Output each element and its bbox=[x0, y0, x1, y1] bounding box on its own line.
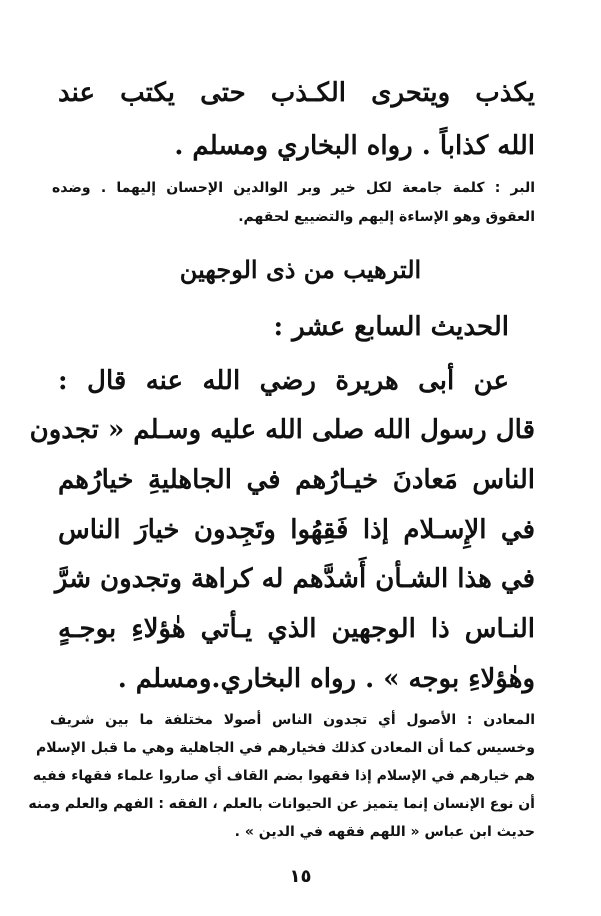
opening-line-1: يكذب ويتحرى الكـذب حتى يكتب عند bbox=[58, 78, 535, 108]
hadith-line-2: قال رسول الله صلى الله عليه وسـلم « تجدون bbox=[29, 415, 535, 445]
footnote-2-line-1: المعادن : الأصول أي تجدون الناس أصولا مختلفة ما بين شريف bbox=[50, 712, 535, 728]
footnote-2-line-3: هم خيارهم في الإسلام إذا فقهوا بضم القاف أي صاروا علماء فقهاء ففيه bbox=[32, 768, 535, 784]
page-number: ١٥ bbox=[289, 866, 312, 887]
hadith-line-1: عن أبى هريرة رضي الله عنه قال : bbox=[58, 366, 509, 396]
footnote-2-line-4: أن نوع الإنسان إنما يتميز عن الحيوانات بالعلم ، الفقه : الفهم والعلم ومنه bbox=[28, 796, 535, 812]
footnote-2-line-5: حديث ابن عباس « اللهم فقهه في الدين » . bbox=[234, 824, 535, 840]
footnote-1-line-2: العقوق وهو الإساءة إليهم والتضييع لحقهم. bbox=[238, 209, 535, 225]
hadith-heading: الحديث السابع عشر : bbox=[273, 312, 509, 342]
hadith-line-4: في الإِسـلام إذا فَقِهُوا وتَجِدون خيارَ الناس bbox=[58, 515, 535, 545]
footnote-1-line-1: البر : كلمة جامعة لكل خير وبر الوالدين الإحسان إليهما . وضده bbox=[52, 180, 535, 196]
hadith-line-5: في هذا الشـأن أَشدَّهم له كراهة وتجدون شرَّ bbox=[54, 564, 535, 594]
hadith-line-7: وهٰؤلاءِ بوجه » . رواه البخاري.ومسلم . bbox=[117, 664, 535, 694]
opening-line-2: الله كذاباً . رواه البخاري ومسلم . bbox=[174, 131, 535, 161]
footnote-2-line-2: وخسيس كما أن المعادن كذلك فخيارهم في الجاهلية وهي ما قبل الإسلام bbox=[35, 740, 535, 756]
section-title: الترهيب من ذى الوجهين bbox=[179, 255, 422, 284]
hadith-line-3: الناس مَعادنَ خيـارُهم في الجاهليةِ خيارُهم bbox=[58, 465, 535, 495]
hadith-line-6: النـاس ذا الوجهين الذي يـأتي هٰؤلاءِ بوجـهٍ bbox=[58, 614, 535, 644]
